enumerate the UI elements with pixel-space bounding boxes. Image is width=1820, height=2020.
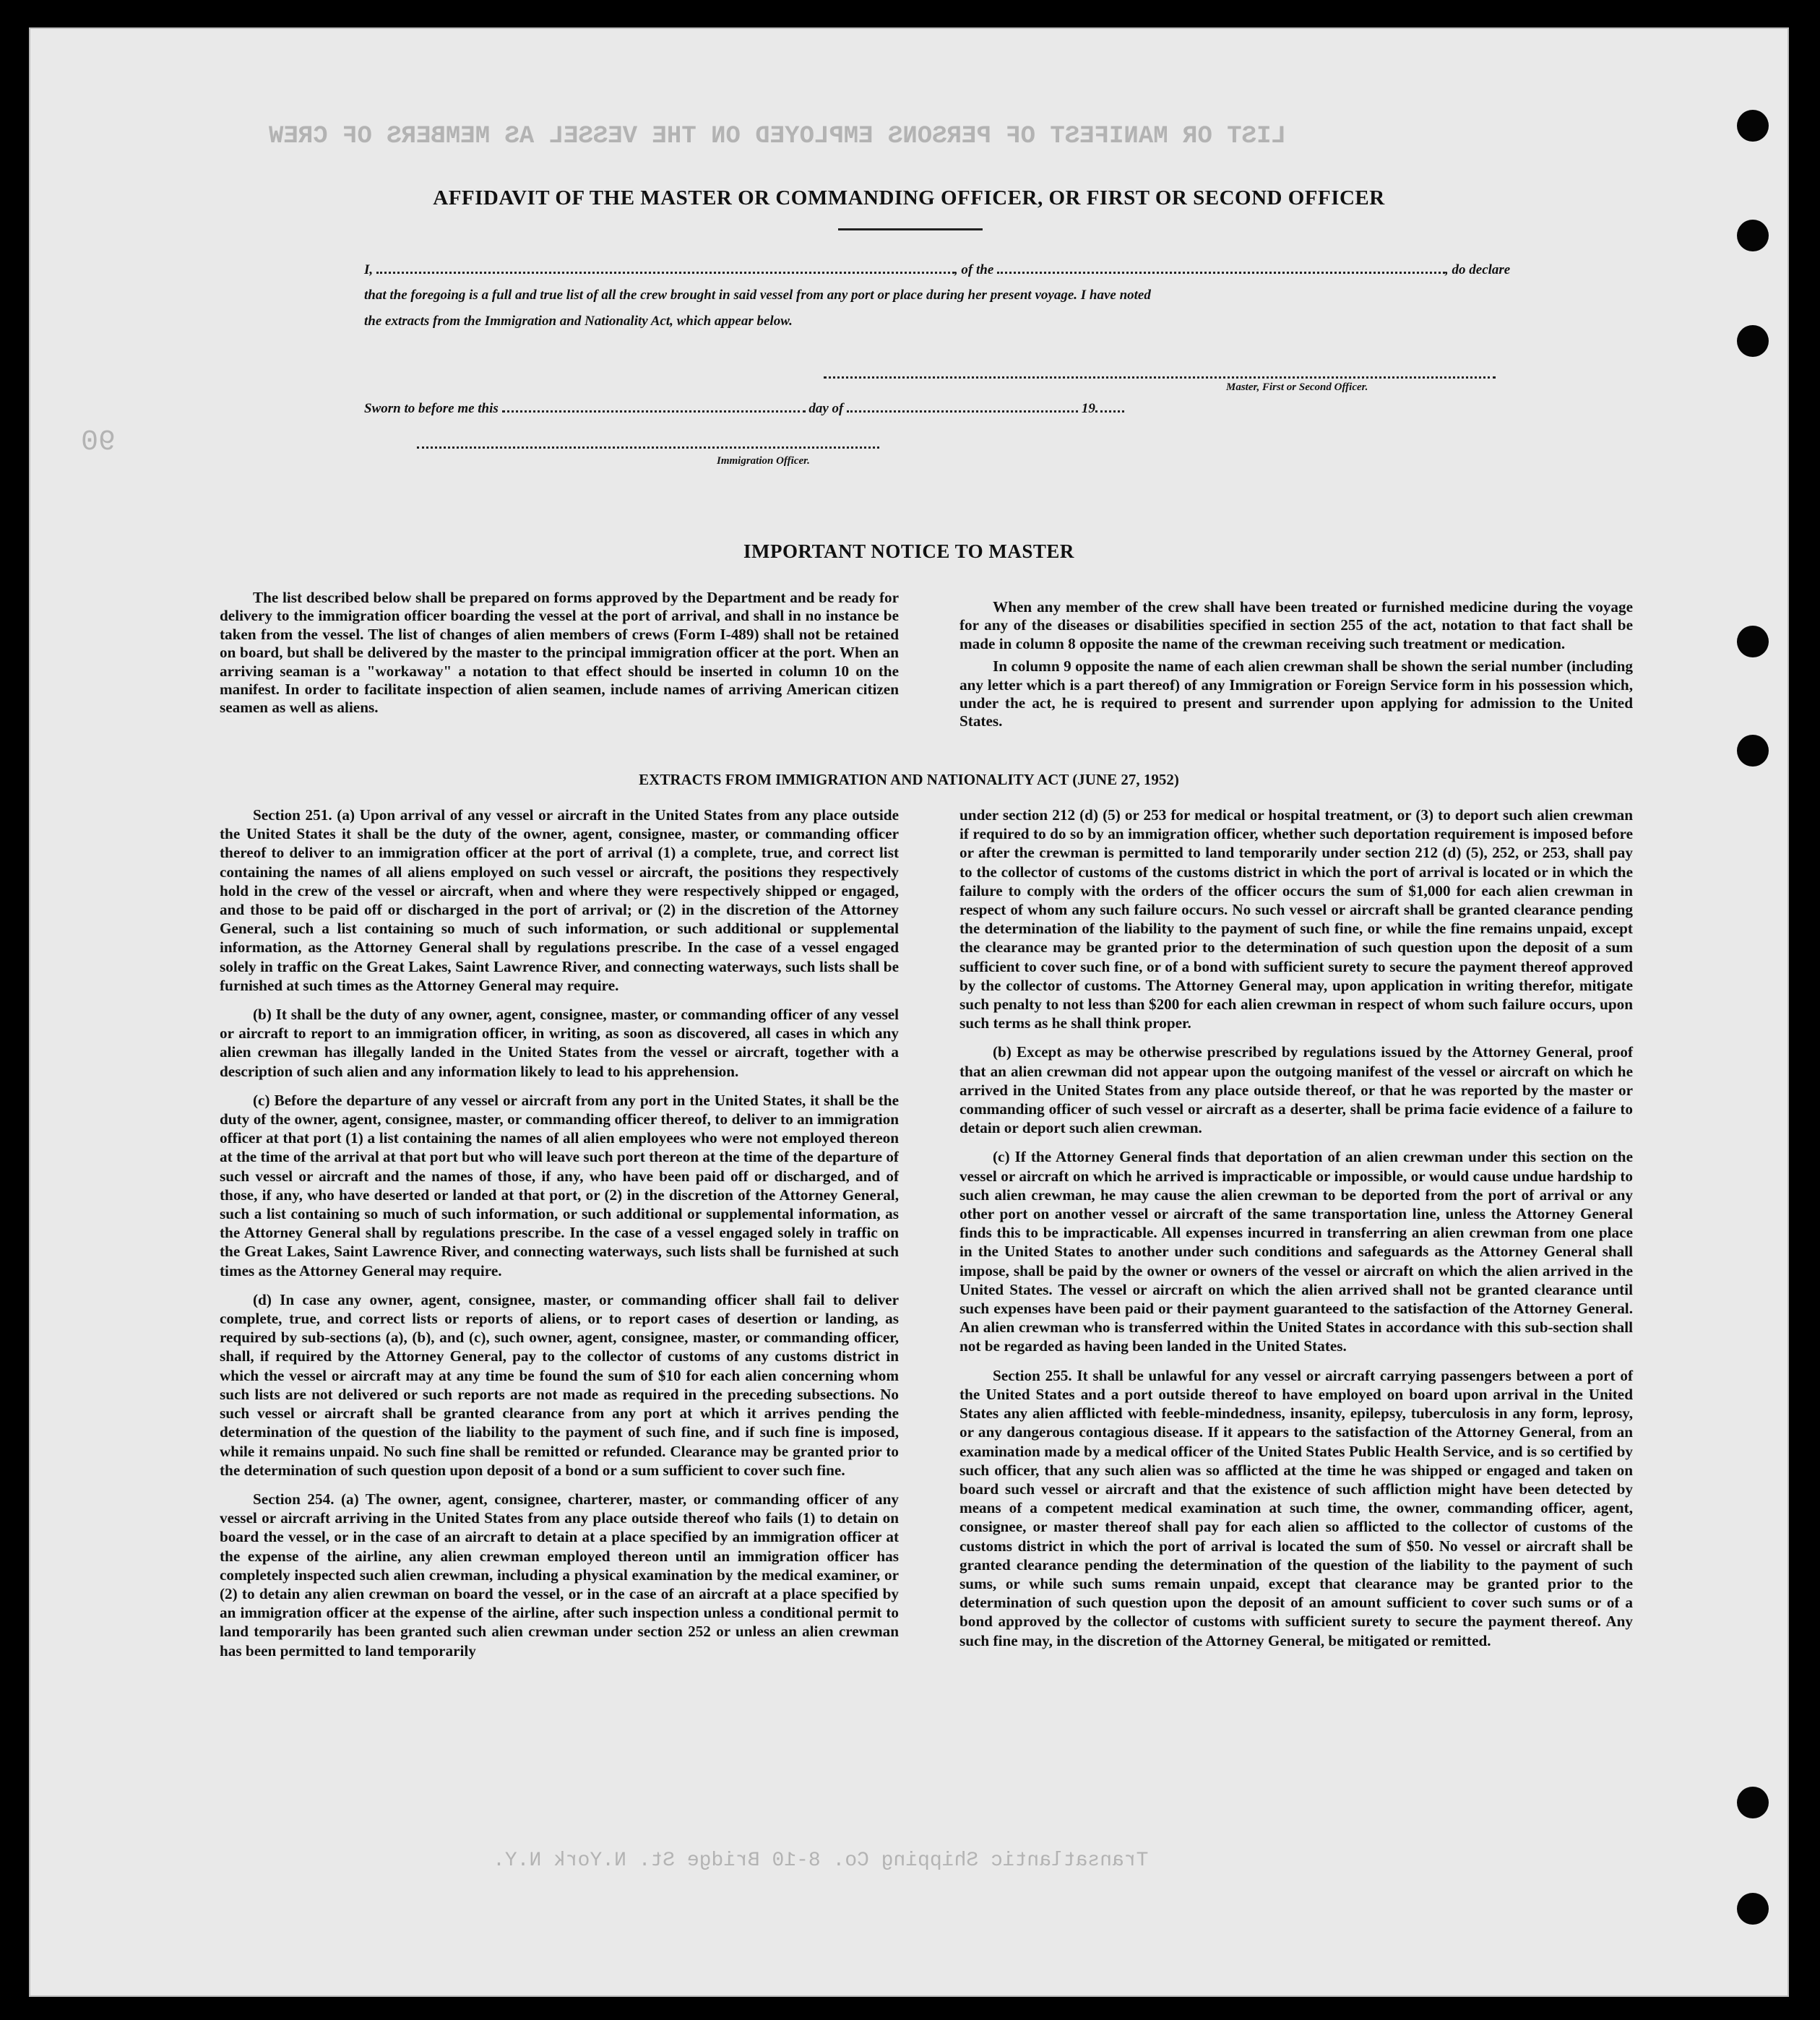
binder-hole xyxy=(1737,1893,1769,1925)
affidavit-line-3: the extracts from the Immigration and Nationality Act, which appear below. xyxy=(364,314,793,329)
officer-caption: Immigration Officer. xyxy=(717,455,810,467)
binder-hole xyxy=(1737,1787,1769,1818)
extracts-right-column xyxy=(959,806,1633,1650)
section-251a: Section 251. (a) Upon arrival of any vessel or aircraft in the United States from any place outside the United States it shall be the duty of the owner, agent, consignee, master, or commanding officer thereof to deliver to an immigration officer at the port of arrival (1) a complete, true, and correct list containing the names of all aliens employed on such vessel or aircraft, the positions they respectively hold in the crew of the vessel or aircraft, when and where they were respectively shipped or engaged, and those to be paid off or discharged in the port of arrival; or (2) in the discretion of the Attorney General, such a list containing so much of such information, or such additional or supplemental information, as the Attorney General shall by regulations prescribe. In the case of a vessel engaged solely in traffic on the Great Lakes, Saint Lawrence River, and connecting waterways, such lists shall be furnished at such times as the Attorney General may require. xyxy=(220,806,899,994)
sworn-line: Sworn to before me this day of 19 xyxy=(364,400,1124,417)
section-254a: Section 254. (a) The owner, agent, consignee, charterer, master, or commanding officer of any vessel or aircraft arriving in the United States from any place outside thereof who fails (1) to detain on board the vessel, or in the case of an aircraft to detain at a place specified by an immigration officer at the expense of the airline, any alien crewman employed thereon until an immigration officer has completely inspected such alien crewman, including a physical examination by the medical examiner, or (2) to detain any alien crewman on board the vessel, or in the case of an aircraft at a place specified by an immigration officer at the expense of the airline, after such inspection unless a conditional permit to land temporarily has been granted such alien crewman under section 252 or unless an alien crewman has been permitted to land temporarily xyxy=(220,1490,899,1659)
section-254a-cont: under section 212 (d) (5) or 253 for medical or hospital treatment, or (3) to deport such alien crewman if required to do so by an immigration officer, whether such deportation requirement is imposed before or after the crewman is permitted to land temporarily under section 212 (d) (5), 252, or 253, shall pay to the collector of customs of the customs district in which the port of arrival is located or in which the failure to comply with the orders of the officer occurs the sum of $1,000 for each alien crewman in respect of whom any such failure occurs. No such vessel or aircraft shall be granted clearance pending the determination of the liability to the payment of such fine, or while the fine remains unpaid, except the clearance may be granted prior to the determination of such question upon the deposit of a sum sufficient to cover such fine, or of a bond with sufficient surety to secure the payment thereof approved by the collector of customs. The Attorney General may, upon application in writing therefor, mitigate such penalty to not less than $200 for each alien crewman in respect of whom such failure occurs, upon such terms as he shall think proper. xyxy=(959,806,1633,1032)
section-251b: (b) It shall be the duty of any owner, agent, consignee, master, or commanding officer of any vessel or aircraft to report to an immigration officer, in writing, as soon as discovered, all cases in which any alien crewman has illegally landed in the United States from the vessel or aircraft, together with a description of such alien and any information likely to lead to his apprehension. xyxy=(220,1006,899,1080)
notice-title: IMPORTANT NOTICE TO MASTER xyxy=(743,540,1074,562)
bleed-through-header: LIST OR MANIFEST OF PERSONS EMPLOYED ON THE VESSEL AS MEMBERS OF CREW xyxy=(269,123,1286,150)
extracts-left-column xyxy=(220,806,899,1660)
affidavit-title: AFFIDAVIT OF THE MASTER OR COMMANDING OFFICER, OR FIRST OR SECOND OFFICER xyxy=(433,186,1385,210)
bleed-through-footer: Transatlantic Shipping Co. 8-10 Bridge St. N.York N.Y. xyxy=(493,1849,1149,1872)
notice-left-column xyxy=(220,589,899,717)
section-255: Section 255. It shall be unlawful for any vessel or aircraft carrying passengers between a port of the United States and a port outside thereof to have employed on board upon arrival in the United States any alien afflicted with feeble-mindedness, insanity, epilepsy, tuberculosis in any form, leprosy, or any dangerous contagious disease. If it appears to the satisfaction of the Attorney General, from an examination made by a medical officer of the United States Public Health Service, and is so certified by such officer, that any such alien was so afflicted at the time he was shipped or engaged and taken on board such vessel or aircraft and that the existence of such affliction might have been detected by means of a competent medical examination at such time, the owner, commanding officer, agent, consignee, or master thereof shall pay for each alien so afflicted to the collector of customs of the customs district in which the port of arrival is located the sum of $50. No vessel or aircraft shall be granted clearance pending the determination of the question of the liability to the payment of such sums, or while such sums remain unpaid, except that clearance may be granted prior to the determination of such question upon the deposit of an amount sufficient to cover such sums or of a bond approved by the collector of customs with sufficient surety to secure the payment thereof. Any such fine may, in the discretion of the Attorney General, be mitigated or remitted. xyxy=(959,1366,1633,1649)
notice-right-column xyxy=(959,598,1633,731)
affidavit-line-2: that the foregoing is a full and true list of all the crew brought in said vessel from any port or place during her present voyage. I have noted xyxy=(364,288,1151,303)
binder-hole xyxy=(1737,220,1769,251)
binder-hole xyxy=(1737,325,1769,357)
binder-hole xyxy=(1737,110,1769,142)
master-caption: Master, First or Second Officer. xyxy=(1226,381,1368,393)
title-rule xyxy=(838,228,983,230)
notice-right-paragraph-2: In column 9 opposite the name of each alien crewman shall be shown the serial number (including any letter which is a part thereof) of any Immigration or Foreign Service form in his possession which, under the act, he is required to present and surrender upon applying for admission to the United States. xyxy=(959,657,1633,730)
section-254c: (c) If the Attorney General finds that deportation of an alien crewman under this section on the vessel or aircraft on which he arrived is impracticable or impossible, or would cause undue hardship to such alien crewman, he may cause the alien crewman to be deported from the port of arrival or any other port on another vessel or aircraft of the same transportation line, unless the Attorney General finds this to be impracticable. All expenses incurred in transferring an alien crewman from one place in the United States to another under such conditions and safeguards as the Attorney General shall impose, shall be paid by the owner or owners of the vessel or aircraft on which the alien arrived in the United States. The vessel or aircraft on which the alien arrived shall not be granted clearance until such expenses have been paid or their payment guaranteed to the satisfaction of the Attorney General. An alien crewman who is transferred within the United States in accordance with this sub-section shall not be regarded as having been landed in the United States. xyxy=(959,1148,1633,1355)
extracts-title: EXTRACTS FROM IMMIGRATION AND NATIONALITY ACT (JUNE 27, 1952) xyxy=(639,771,1179,788)
notice-left-paragraph: The list described below shall be prepared on forms approved by the Department and be ready for delivery to the immigration officer boarding the vessel at the port of arrival, and shall in no instance be taken from the vessel. The list of changes of alien members of crews (Form I-489) shall not be retained on board, but shall be delivered by the master to the principal immigration officer at the port. When an arriving seaman is a "workaway" a notation to that effect should be inserted in column 10 on the manifest. In order to facilitate inspection of alien seamen, include names of arriving American citizen seamen as well as aliens. xyxy=(220,589,899,717)
document-page xyxy=(29,27,1789,1997)
section-254b: (b) Except as may be otherwise prescribed by regulations issued by the Attorney General, proof that an alien crewman did not appear upon the outgoing manifest of the vessel or aircraft on which he arrived in the United States from any place outside thereof, or that he was reported by the master or commanding officer of such vessel or aircraft as a deserter, shall be prima facie evidence of a failure to detain or deport such alien crewman. xyxy=(959,1043,1633,1137)
binder-hole xyxy=(1737,626,1769,657)
section-251d: (d) In case any owner, agent, consignee, master, or commanding officer shall fail to deliver complete, true, and correct lists or reports of aliens, or to report cases of desertion or landing, as required by sub-sections (a), (b), and (c), such owner, agent, consignee, master, or commanding officer, shall, if required by the Attorney General, pay to the collector of customs of any customs district in which the vessel or aircraft may at any time be found the sum of $10 for each alien concerning whom such lists are not delivered or such reports are not made as required in the preceding subsections. No such vessel or aircraft shall be granted clearance from any port at which it arrives pending the determination of the question of the liability to the payment of such fine, and if such fine is imposed, while it remains unpaid. No such fine shall be remitted or refunded. Clearance may be granted prior to the determination of such question upon deposit of a bond or a sum sufficient to cover such fine. xyxy=(220,1290,899,1479)
binder-hole xyxy=(1737,735,1769,767)
officer-signature-line xyxy=(417,446,879,449)
section-251c: (c) Before the departure of any vessel or aircraft from any port in the United States, it shall be the duty of the owner, agent, consignee, master, or commanding officer thereof, to deliver to an immigration officer at that port (1) a list containing the names of all alien employees who were not employed thereon at the time of the arrival at that port but who will leave such port thereon at the time of the departure of such vessel or aircraft and the names of those, if any, who have been paid off or discharged, and of those, if any, who have deserted or landed at that port, or (2) in the discretion of the Attorney General, such a list containing so much of such information, or such additional or supplemental information, as the Attorney General shall by regulations prescribe. In the case of a vessel engaged solely in traffic on the Great Lakes, Saint Lawrence River, and connecting waterways, such lists shall be furnished at such times as the Attorney General may require. xyxy=(220,1091,899,1279)
bleed-through-page-number: 90 xyxy=(81,426,116,459)
affidavit-line-1: I, , of the , do declare xyxy=(364,262,1511,277)
master-signature-line xyxy=(824,376,1496,379)
notice-right-paragraph-1: When any member of the crew shall have been treated or furnished medicine during the voyage for any of the diseases or disabilities specified in section 255 of the act, notation to that fact shall be made in column 8 opposite the name of the crewman receiving such treatment or medication. xyxy=(959,598,1633,652)
